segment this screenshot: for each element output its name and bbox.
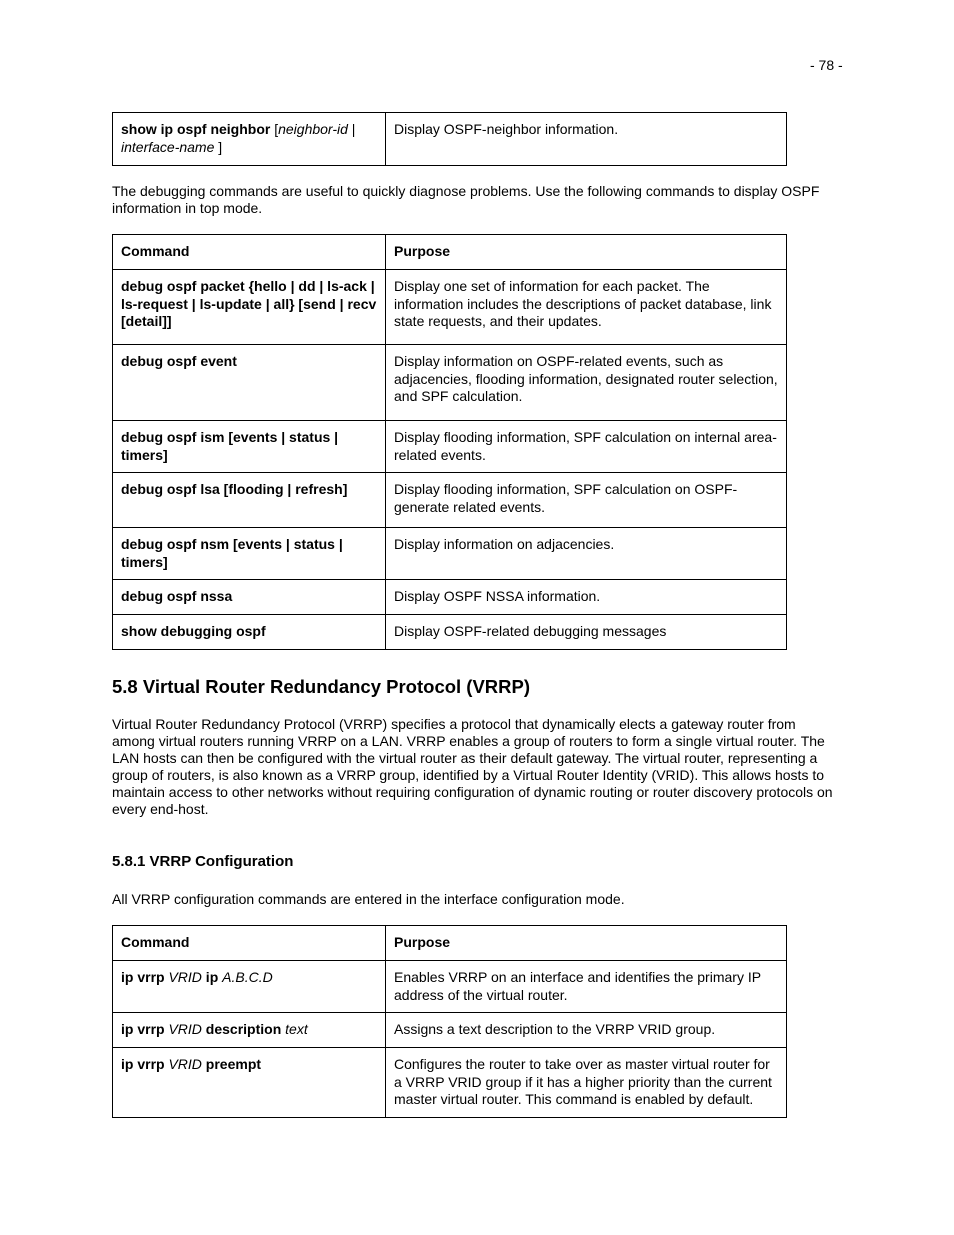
debug-intro-paragraph: The debugging commands are useful to quickly diagnose problems. Use the following commands to display OSPF information in top mode. xyxy=(112,183,820,216)
command-arg: VRID xyxy=(168,1056,202,1072)
purpose-cell: Enables VRRP on an interface and identifies the primary IP address of the virtual router. xyxy=(386,961,787,1013)
command-arg: VRID xyxy=(168,969,202,985)
table-row xyxy=(113,580,787,615)
command-cell xyxy=(113,1013,386,1048)
column-header-purpose: Purpose xyxy=(386,926,787,961)
table-row xyxy=(113,270,787,345)
page-number: - 78 - xyxy=(810,57,843,73)
table-header-row xyxy=(113,926,787,961)
vrrp-intro-paragraph: Virtual Router Redundancy Protocol (VRRP) specifies a protocol that dynamically elects a gateway router from among virtual routers running VRRP on a LAN. VRRP enables a group of routers to form a single virtual router. The LAN hosts can then be configured with the virtual router as their default gateway. The virtual router, representing a group of routers, is also known as a VRRP group, identified by a Virtual Router Identity (VRID). This allows hosts to maintain access to other networks without requiring configuration of dynamic routing or router discovery protocols on every end-host. xyxy=(112,716,833,817)
command-cell: debug ospf lsa [flooding | refresh] xyxy=(113,473,386,528)
command-arg: interface-name xyxy=(121,138,215,155)
command-cell: debug ospf ism [events | status | timers] xyxy=(113,421,386,473)
command-keyword: ip vrrp xyxy=(121,1056,169,1072)
column-header-command: Command xyxy=(113,926,386,961)
table-row xyxy=(113,113,787,166)
command-cell: show debugging ospf xyxy=(113,615,386,650)
command-bracket: [ xyxy=(270,121,279,137)
purpose-cell: Display OSPF-neighbor information. xyxy=(386,113,787,166)
table-row xyxy=(113,1013,787,1048)
ospf-neighbor-table xyxy=(112,112,787,166)
command-keyword: show ip ospf neighbor xyxy=(121,121,271,137)
command-cell xyxy=(113,961,386,1013)
purpose-cell: Display information on adjacencies. xyxy=(386,528,787,580)
command-arg: text xyxy=(285,1021,308,1037)
command-cell: debug ospf nsm [events | status | timers] xyxy=(113,528,386,580)
table-row xyxy=(113,961,787,1013)
command-cell: debug ospf packet {hello | dd | ls-ack | ls-request | ls-update | all} [send | recv [detail]] xyxy=(113,270,386,345)
command-keyword: description xyxy=(201,1021,286,1037)
command-separator: | xyxy=(347,121,356,137)
command-cell: debug ospf event xyxy=(113,345,386,421)
purpose-cell: Display OSPF-related debugging messages xyxy=(386,615,787,650)
purpose-cell: Configures the router to take over as master virtual router for a VRRP VRID group if it has a higher priority than the current master virtual router. This command is enabled by default. xyxy=(386,1048,787,1118)
command-cell xyxy=(113,113,386,166)
vrrp-config-table xyxy=(112,925,787,1118)
table-row xyxy=(113,421,787,473)
purpose-cell: Display flooding information, SPF calculation on internal area-related events. xyxy=(386,421,787,473)
command-cell xyxy=(113,1048,386,1118)
table-header-row xyxy=(113,235,787,270)
vrrp-config-paragraph: All VRRP configuration commands are entered in the interface configuration mode. xyxy=(112,891,625,907)
purpose-cell: Assigns a text description to the VRRP VRID group. xyxy=(386,1013,787,1048)
purpose-cell: Display information on OSPF-related events, such as adjacencies, flooding information, designated router selection, and SPF calculation. xyxy=(386,345,787,421)
command-arg: A.B.C.D xyxy=(222,969,273,985)
purpose-cell: Display flooding information, SPF calculation on OSPF-generate related events. xyxy=(386,473,787,528)
command-keyword: preempt xyxy=(201,1056,262,1072)
purpose-cell: Display OSPF NSSA information. xyxy=(386,580,787,615)
column-header-purpose: Purpose xyxy=(386,235,787,270)
command-arg: VRID xyxy=(168,1021,202,1037)
column-header-command: Command xyxy=(113,235,386,270)
table-row xyxy=(113,345,787,421)
table-row xyxy=(113,1048,787,1118)
command-keyword: ip vrrp xyxy=(121,1021,169,1037)
table-row xyxy=(113,473,787,528)
command-keyword: ip vrrp xyxy=(121,969,169,985)
subsection-heading: 5.8.1 VRRP Configuration xyxy=(112,853,294,870)
command-cell: debug ospf nssa xyxy=(113,580,386,615)
table-row xyxy=(113,528,787,580)
ospf-debug-table xyxy=(112,234,787,650)
table-row xyxy=(113,615,787,650)
purpose-cell: Display one set of information for each packet. The information includes the descriptions of packet database, link state requests, and their updates. xyxy=(386,270,787,345)
command-bracket: ] xyxy=(214,138,223,155)
section-heading: 5.8 Virtual Router Redundancy Protocol (VRRP) xyxy=(112,676,531,697)
command-arg: neighbor-id xyxy=(278,121,348,137)
command-keyword: ip xyxy=(201,969,223,985)
